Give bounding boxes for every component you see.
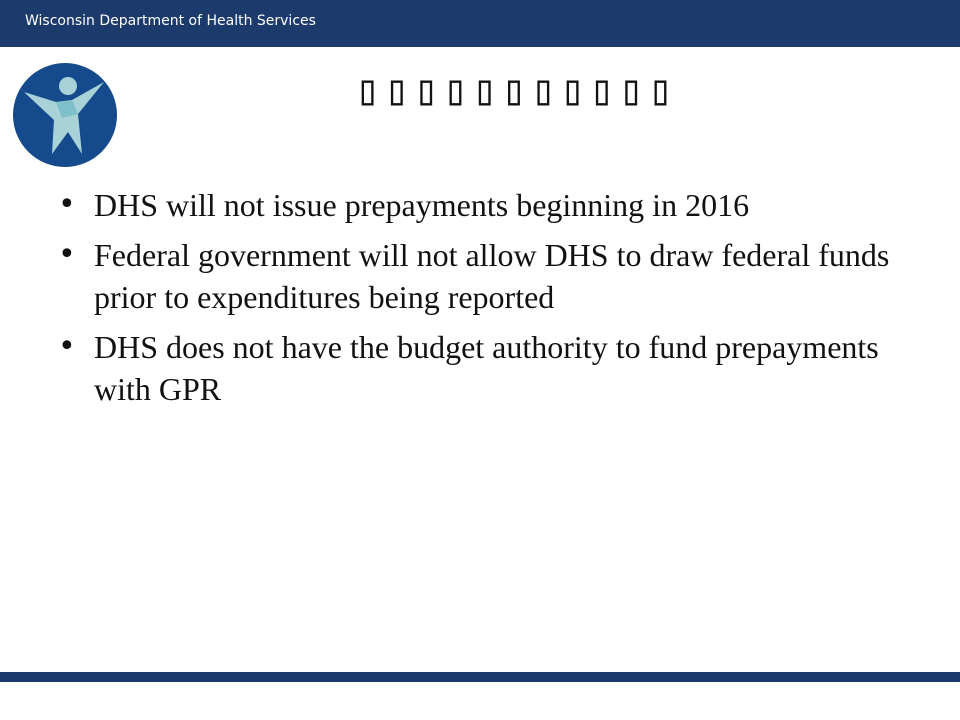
footer-bar: [0, 672, 960, 682]
dhs-logo-svg: [12, 62, 118, 168]
bullet-text: Federal government will not allow DHS to draw federal funds prior to expenditures being reported: [94, 237, 890, 315]
logo-head: [59, 77, 77, 95]
bullet-icon: •: [58, 237, 76, 272]
header-bar: [0, 0, 960, 47]
bullet-item: [58, 184, 918, 226]
bullet-item: [58, 326, 918, 410]
slide-title: ▯▯▯▯▯▯▯▯▯▯▯: [355, 65, 678, 114]
header-organization: Wisconsin Department of Health Services: [25, 13, 316, 29]
bullet-icon: •: [58, 187, 76, 222]
bullet-icon: •: [58, 329, 76, 364]
dhs-logo-icon: [12, 62, 118, 168]
bullet-item: [58, 234, 918, 318]
bullet-list: [58, 184, 918, 418]
bullet-text: DHS will not issue prepayments beginning in 2016: [94, 187, 750, 223]
bullet-text: DHS does not have the budget authority to fund prepayments with GPR: [94, 329, 879, 407]
